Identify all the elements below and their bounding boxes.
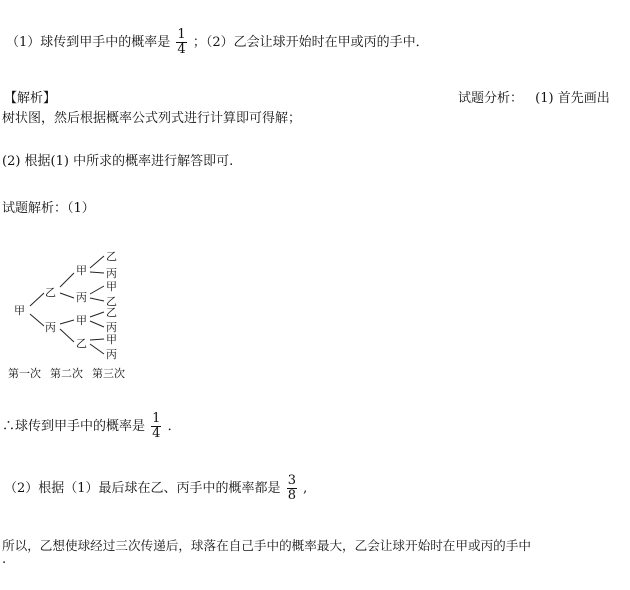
analysis-line-3: (2) 根据(1) 中所求的概率进行解答即可. [2,154,234,169]
conclusion-end: . [2,552,7,567]
answer-fraction [176,28,186,57]
tree-node-l2: 乙 [76,337,87,350]
part-2-text: （2）根据（1）最后球在乙、丙手中的概率都是 [4,481,281,496]
result-1-fraction [151,412,161,441]
tree-node-l3: 丙 [106,321,117,334]
analysis-line-2: 树状图，然后根据概率公式列式进行计算即可得解； [2,111,302,126]
tree-caption-first: 第一次 [8,367,41,380]
answer-part2-text: ；（2）乙会让球开始时在甲或丙的手中． [192,35,429,50]
tree-edge [60,293,74,298]
tree-node-l3: 甲 [106,333,117,346]
tree-edge [90,312,104,317]
tree-node-l3: 乙 [106,306,117,319]
tree-edge [90,321,104,327]
tree-node-l3: 甲 [106,280,117,293]
tree-node-l1: 丙 [45,321,56,334]
fraction-denominator: 4 [177,42,186,57]
tree-node-l3: 丙 [106,348,117,361]
solution-heading: 试题解析：（1） [2,201,95,216]
conclusion-line: 所以，乙想使球经过三次传递后，球落在自己手中的概率最大，乙会让球开始时在甲或丙的手中 [2,538,531,553]
tree-node-l3: 丙 [106,267,117,280]
fraction-numerator: 1 [152,411,161,426]
analysis-side-label-text: 试题分析： [458,91,524,106]
result-1-text: ∴球传到甲手中的概率是 [2,419,146,434]
analysis-side-label [458,91,610,107]
tree-node-l3: 乙 [106,295,117,308]
tree-edge [90,339,104,340]
tree-edge [90,272,104,273]
tree-edge [30,314,44,326]
fraction-numerator: 3 [287,473,296,488]
tree-node-l2: 甲 [76,314,87,327]
tree-node-l2: 丙 [76,291,87,304]
fraction-denominator: 8 [287,488,296,503]
tree-edge [90,344,104,354]
probability-tree-diagram [4,243,144,383]
part-2-end: , [303,481,308,496]
answer-part1-text: （1）球传到甲手中的概率是 [6,35,171,50]
answer-line [6,28,429,57]
tree-edge [60,320,74,324]
result-1-end: ． [167,419,181,434]
tree-node-l1: 乙 [45,286,56,299]
analysis-heading: 【解析】 [4,91,57,106]
tree-caption-second: 第二次 [50,367,83,380]
tree-edge [90,286,104,294]
part-2-line [4,474,307,503]
tree-edge [90,298,104,301]
tree-edge [30,293,44,306]
tree-node-l3: 乙 [106,250,117,263]
fraction-numerator: 1 [177,27,186,42]
part-2-fraction [287,474,297,503]
fraction-denominator: 4 [152,426,161,441]
tree-edge [60,273,74,287]
tree-node-l2: 甲 [76,264,87,277]
tree-caption-third: 第三次 [92,367,125,380]
tree-edge [90,256,104,268]
tree-node-root: 甲 [14,304,25,317]
result-1-line [2,412,181,441]
tree-edge [60,329,74,342]
analysis-side-text: (1) 首先画出 [535,91,610,106]
